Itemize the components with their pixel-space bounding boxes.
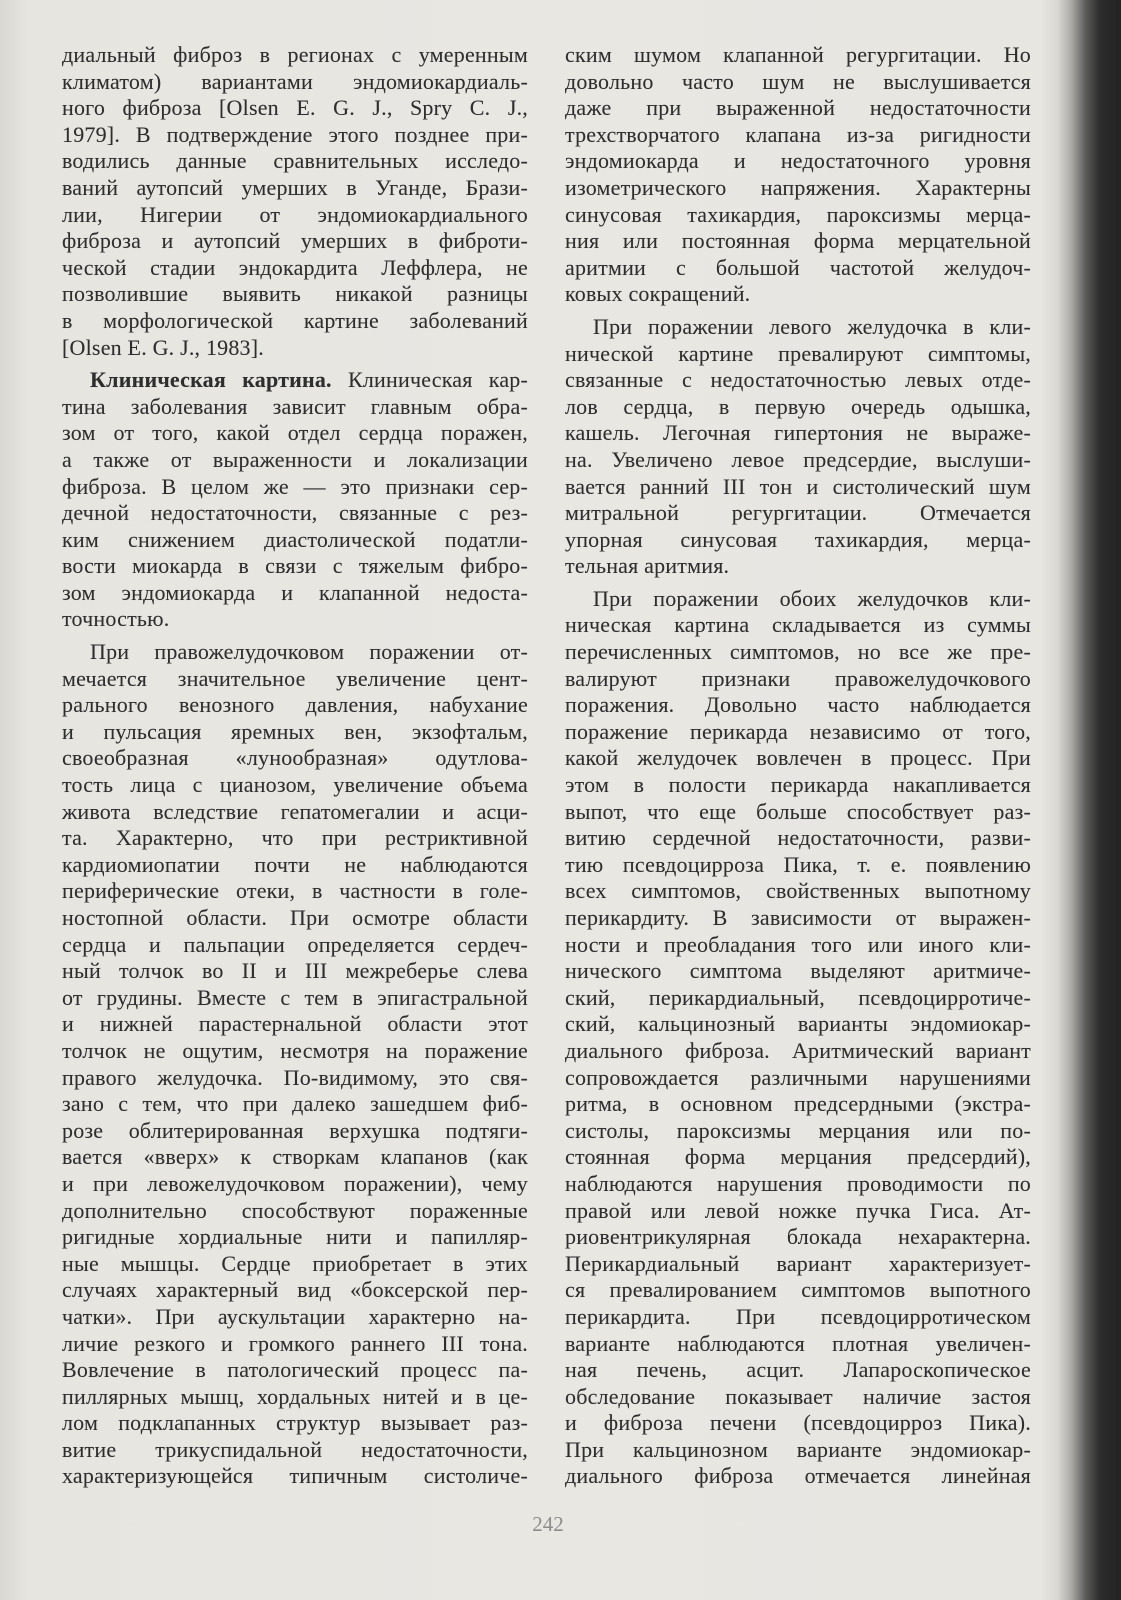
right-column: [565, 42, 1031, 1490]
line-text: При поражении обоих желудочков кли-: [593, 585, 1031, 611]
text-line: [565, 95, 1031, 122]
line-text: та. Характерно, что при рестриктивной: [62, 825, 528, 851]
line-text: толчок не ощутим, несмотря на поражение: [62, 1037, 528, 1063]
line-text: диального фиброза. Аритмический вариант: [565, 1037, 1031, 1063]
line-text: лов сердца, в первую очередь одышка,: [565, 393, 1031, 419]
text-line: [565, 772, 1031, 799]
text-line: [565, 852, 1031, 879]
line-text: ного фиброза [Olsen E. G. J., Spry C. J.,: [62, 95, 528, 121]
text-line: [565, 1224, 1031, 1251]
text-line: [62, 852, 528, 879]
line-text: стоянная форма мерцания предсердий),: [565, 1144, 1031, 1170]
text-line: [565, 639, 1031, 666]
text-line: [565, 148, 1031, 175]
text-line: [62, 1437, 528, 1464]
text-line: [565, 878, 1031, 905]
line-text: ный толчок во II и III межреберье слева: [62, 958, 528, 984]
text-line: [62, 666, 528, 693]
text-line: [565, 1251, 1031, 1278]
line-text: обследование показывает наличие застоя: [565, 1383, 1031, 1409]
line-text: ский, перикардиальный, псевдоцирротиче-: [565, 984, 1031, 1010]
line-text: диальный фиброз в регионах с умеренным: [62, 42, 528, 67]
line-text: диального фиброза отмечается линейная: [565, 1463, 1031, 1489]
text-line: [62, 42, 528, 69]
text-line: [62, 639, 528, 666]
line-text: на. Увеличено левое предсердие, выслуши-: [565, 446, 1031, 472]
text-line: [62, 719, 528, 746]
line-text: вости миокарда в связи с тяжелым фибро-: [62, 553, 528, 579]
paragraph-heading: Клиническая картина.: [90, 367, 332, 393]
line-text: рального венозного давления, набухание: [62, 692, 528, 718]
text-line: [62, 1224, 528, 1251]
line-text: При кальцинозном варианте эндомиокар-: [565, 1436, 1031, 1462]
line-text: нического симптома выделяют аритмиче-: [565, 958, 1031, 984]
line-text: розе облитерированная верхушка подтяги-: [62, 1117, 528, 1143]
text-line: [62, 1065, 528, 1092]
text-line: [565, 1198, 1031, 1225]
text-line: [62, 447, 528, 474]
text-line: [62, 692, 528, 719]
line-text: пиллярных мышц, хордальных нитей и в це-: [62, 1383, 528, 1409]
paragraph: [62, 367, 528, 633]
line-text: кардиомиопатии почти не наблюдаются: [62, 851, 528, 877]
text-line: [565, 527, 1031, 554]
line-text: точностью.: [62, 606, 170, 632]
text-line: [565, 1437, 1031, 1464]
line-text: При правожелудочковом поражении от-: [90, 639, 528, 665]
text-line: [62, 527, 528, 554]
line-text: периферические отеки, в частности в голе-: [62, 878, 528, 904]
text-line: [565, 281, 1031, 308]
text-line: [62, 1357, 528, 1384]
text-line: [565, 367, 1031, 394]
line-text: перикардиту. В зависимости от выражен-: [565, 905, 1031, 930]
text-line: [565, 905, 1031, 932]
line-text: зом эндомиокарда и клапанной недоста-: [62, 579, 528, 605]
line-text: и пульсация яремных вен, экзофтальм,: [62, 718, 528, 744]
text-line: [565, 745, 1031, 772]
line-text: ния или постоянная форма мерцательной: [565, 228, 1031, 254]
line-text: тость лица с цианозом, увеличение объема: [62, 772, 528, 798]
text-line: [62, 932, 528, 959]
line-text: Клиническая кар-: [347, 367, 529, 393]
line-text: тельная аритмия.: [565, 553, 730, 579]
text-line: [565, 122, 1031, 149]
line-text: ригидные хордиальные нити и папилляр-: [62, 1224, 528, 1250]
line-text: климатом) вариантами эндомиокардиаль-: [62, 68, 528, 94]
text-line: [62, 878, 528, 905]
line-text: ваний аутопсий умерших в Уганде, Брази-: [62, 174, 528, 200]
text-line: [62, 1384, 528, 1411]
text-line: [62, 1091, 528, 1118]
text-line: [62, 905, 528, 932]
line-text: ные мышцы. Сердце приобретает в этих: [62, 1250, 528, 1276]
text-line: [62, 281, 528, 308]
line-text: митральной регургитации. Отмечается: [565, 500, 1031, 526]
line-text: даже при выраженной недостаточности: [565, 95, 1031, 121]
line-text: ским шумом клапанной регургитации. Но: [565, 42, 1031, 67]
text-line: [565, 1171, 1031, 1198]
line-text: чатки». При аускультации характерно на-: [62, 1303, 528, 1329]
text-line: [62, 580, 528, 607]
line-text: варианте наблюдаются плотная увеличен-: [565, 1330, 1031, 1356]
line-text: мечается значительное увеличение цент-: [62, 665, 528, 691]
text-line: [62, 985, 528, 1012]
line-text: витие трикуспидальной недостаточности,: [62, 1436, 528, 1462]
text-line: [62, 745, 528, 772]
line-text: Вовлечение в патологический процесс па-: [62, 1357, 528, 1383]
line-text: довольно часто шум не выслушивается: [565, 68, 1031, 94]
text-line: [62, 202, 528, 229]
text-line: [62, 228, 528, 255]
line-text: 1979]. В подтверждение этого позднее при-: [62, 121, 528, 147]
line-text: [Olsen E. G. J., 1983].: [62, 334, 264, 360]
line-text: живота вследствие гепатомегалии и асци-: [62, 798, 528, 824]
line-text: При поражении левого желудочка в кли-: [593, 313, 1031, 339]
text-line: [62, 1251, 528, 1278]
text-line: [62, 394, 528, 421]
line-text: сопровождается различными нарушениями: [565, 1064, 1031, 1090]
line-text: этом в полости перикарда накапливается: [565, 772, 1031, 798]
line-text: какой желудочек вовлечен в процесс. При: [565, 745, 1031, 771]
line-text: тина заболевания зависит главным обра-: [62, 393, 528, 419]
text-line: [565, 1065, 1031, 1092]
line-text: правой или левой ножке пучка Гиса. Ат-: [565, 1197, 1031, 1223]
line-text: перечисленных симптомов, но все же пре-: [565, 639, 1031, 665]
line-text: ная печень, асцит. Лапароскопическое: [565, 1357, 1031, 1383]
line-text: валируют признаки правожелудочкового: [565, 665, 1031, 691]
text-line: [62, 1038, 528, 1065]
text-line: [62, 1144, 528, 1171]
line-text: личие резкого и громкого раннего III тона.: [62, 1330, 528, 1356]
line-text: изометрического напряжения. Характерны: [565, 174, 1031, 200]
text-line: [565, 1277, 1031, 1304]
line-text: своеобразная «лунообразная» одутлова-: [62, 745, 528, 771]
line-text: выпот, что еще больше способствует раз-: [565, 798, 1031, 824]
text-line: [565, 1304, 1031, 1331]
paragraph: [565, 42, 1031, 308]
line-text: ский, кальцинозный варианты эндомиокар-: [565, 1011, 1031, 1037]
text-line: [62, 1171, 528, 1198]
line-text: поражения. Довольно часто наблюдается: [565, 692, 1031, 718]
text-line: [62, 122, 528, 149]
text-line: [565, 612, 1031, 639]
text-line: [565, 1331, 1031, 1358]
line-text: ковых сокращений.: [565, 281, 751, 307]
line-text: перикардита. При псевдоцирротическом: [565, 1303, 1031, 1329]
text-line: [62, 1331, 528, 1358]
text-line: [565, 69, 1031, 96]
text-line: [62, 255, 528, 282]
line-text: риовентрикулярная блокада нехарактерна.: [565, 1224, 1031, 1250]
text-line: [62, 308, 528, 335]
line-text: фиброза. В целом же — это признаки сер-: [62, 473, 528, 499]
text-line: [565, 985, 1031, 1012]
text-line: [565, 932, 1031, 959]
line-text: зано с тем, что при далеко зашедшем фиб-: [62, 1091, 528, 1117]
text-line: [565, 500, 1031, 527]
text-line: [565, 1384, 1031, 1411]
text-line: [62, 474, 528, 501]
paragraph: [565, 314, 1031, 580]
text-line: [565, 1410, 1031, 1437]
line-text: систолы, пароксизмы мерцания или по-: [565, 1117, 1031, 1143]
text-line: [565, 692, 1031, 719]
line-text: поражение перикарда независимо от того,: [565, 718, 1031, 744]
text-line: [62, 1198, 528, 1225]
line-text: сердца и пальпации определяется сердеч-: [62, 931, 528, 957]
text-line: [565, 1118, 1031, 1145]
text-line: [565, 553, 1031, 580]
line-text: дечной недостаточности, связанные с рез-: [62, 500, 528, 526]
text-line: [565, 1091, 1031, 1118]
line-text: вается ранний III тон и систолический шум: [565, 473, 1031, 499]
text-line: [565, 1038, 1031, 1065]
text-line: [565, 202, 1031, 229]
line-text: ким снижением диастолической податли-: [62, 526, 528, 552]
text-line: [565, 1144, 1031, 1171]
text-line: [565, 175, 1031, 202]
line-text: эндомиокарда и недостаточного уровня: [565, 148, 1031, 174]
text-line: [62, 420, 528, 447]
text-line: [565, 719, 1031, 746]
text-line: [62, 69, 528, 96]
text-line: [62, 148, 528, 175]
text-line: [62, 799, 528, 826]
text-line: [62, 772, 528, 799]
text-line: [62, 958, 528, 985]
text-line: [565, 1011, 1031, 1038]
line-text: и фиброза печени (псевдоцирроз Пика).: [565, 1410, 1031, 1436]
line-text: тию псевдоцирроза Пика, т. е. появлению: [565, 851, 1031, 877]
line-text: синусовая тахикардия, пароксизмы мерца-: [565, 201, 1031, 227]
line-text: всех симптомов, свойственных выпотному: [565, 878, 1031, 904]
paragraph: [565, 586, 1031, 1490]
line-text: водились данные сравнительных исследо-: [62, 148, 528, 174]
line-text: ритма, в основном предсердными (экстра-: [565, 1091, 1031, 1117]
line-text: лии, Нигерии от эндомиокардиального: [62, 201, 528, 227]
line-text: а также от выраженности и локализации: [62, 446, 528, 472]
line-text: фиброза и аутопсий умерших в фиброти-: [62, 228, 528, 254]
text-line: [62, 606, 528, 633]
line-text: ностопной области. При осмотре области: [62, 905, 528, 930]
text-line: [62, 1410, 528, 1437]
text-line: [565, 228, 1031, 255]
text-line: [565, 420, 1031, 447]
line-text: зом от того, какой отдел сердца поражен,: [62, 420, 528, 446]
text-line: [565, 255, 1031, 282]
text-line: [62, 1463, 528, 1490]
text-line: [62, 825, 528, 852]
line-text: вается «вверх» к створкам клапанов (как: [62, 1144, 528, 1170]
line-text: ническая картина складывается из суммы: [565, 612, 1031, 638]
paragraph: [62, 42, 528, 361]
line-text: и нижней парастернальной области этот: [62, 1011, 528, 1037]
text-line: [62, 1277, 528, 1304]
text-line: [565, 1463, 1031, 1490]
line-text: наблюдаются нарушения проводимости по: [565, 1170, 1031, 1196]
line-text: характеризующейся типичным систоличе-: [62, 1463, 528, 1489]
text-line: [62, 553, 528, 580]
line-text: правого желудочка. По-видимому, это свя-: [62, 1064, 528, 1090]
text-line: [62, 1011, 528, 1038]
line-text: связанные с недостаточностью левых отде-: [565, 367, 1031, 393]
line-text: позволившие выявить никакой разницы: [62, 281, 528, 307]
line-text: дополнительно способствуют пораженные: [62, 1197, 528, 1223]
line-text: ся превалированием симптомов выпотного: [565, 1277, 1031, 1303]
left-column: [62, 42, 528, 1490]
line-text: случаях характерный вид «боксерской пер-: [62, 1277, 528, 1303]
line-text: лом подклапанных структур вызывает раз-: [62, 1410, 528, 1436]
text-line: [62, 500, 528, 527]
line-text: упорная синусовая тахикардия, мерца-: [565, 526, 1031, 552]
text-line: [62, 95, 528, 122]
text-line: [565, 394, 1031, 421]
page-number: 242: [532, 1512, 564, 1536]
paragraph: [62, 639, 528, 1490]
line-text: трехстворчатого клапана из-за ригидности: [565, 121, 1031, 147]
text-line: [565, 447, 1031, 474]
text-line: [565, 341, 1031, 368]
line-text: Перикардиальный вариант характеризует-: [565, 1250, 1031, 1276]
text-line: [565, 799, 1031, 826]
text-line: [565, 586, 1031, 613]
text-line: [565, 825, 1031, 852]
line-text: ности и преобладания того или иного кли-: [565, 931, 1031, 957]
line-text: кашель. Легочная гипертония не выраже-: [565, 420, 1031, 446]
line-text: ческой стадии эндокардита Леффлера, не: [62, 254, 528, 280]
text-line: [62, 367, 528, 394]
line-text: витию сердечной недостаточности, разви-: [565, 825, 1031, 851]
line-text: от грудины. Вместе с тем в эпигастральной: [62, 984, 528, 1010]
text-line: [62, 1304, 528, 1331]
text-line: [62, 1118, 528, 1145]
text-line: [62, 175, 528, 202]
text-line: [565, 314, 1031, 341]
line-text: в морфологической картине заболеваний: [62, 307, 528, 333]
text-line: [565, 958, 1031, 985]
text-line: [565, 1357, 1031, 1384]
line-text: аритмии с большой частотой желудоч-: [565, 254, 1031, 280]
text-line: [62, 335, 528, 362]
text-line: [565, 42, 1031, 69]
line-text: нической картине превалируют симптомы,: [565, 340, 1031, 366]
text-line: [565, 666, 1031, 693]
line-text: и при левожелудочковом поражении), чему: [62, 1170, 528, 1196]
text-line: [565, 474, 1031, 501]
